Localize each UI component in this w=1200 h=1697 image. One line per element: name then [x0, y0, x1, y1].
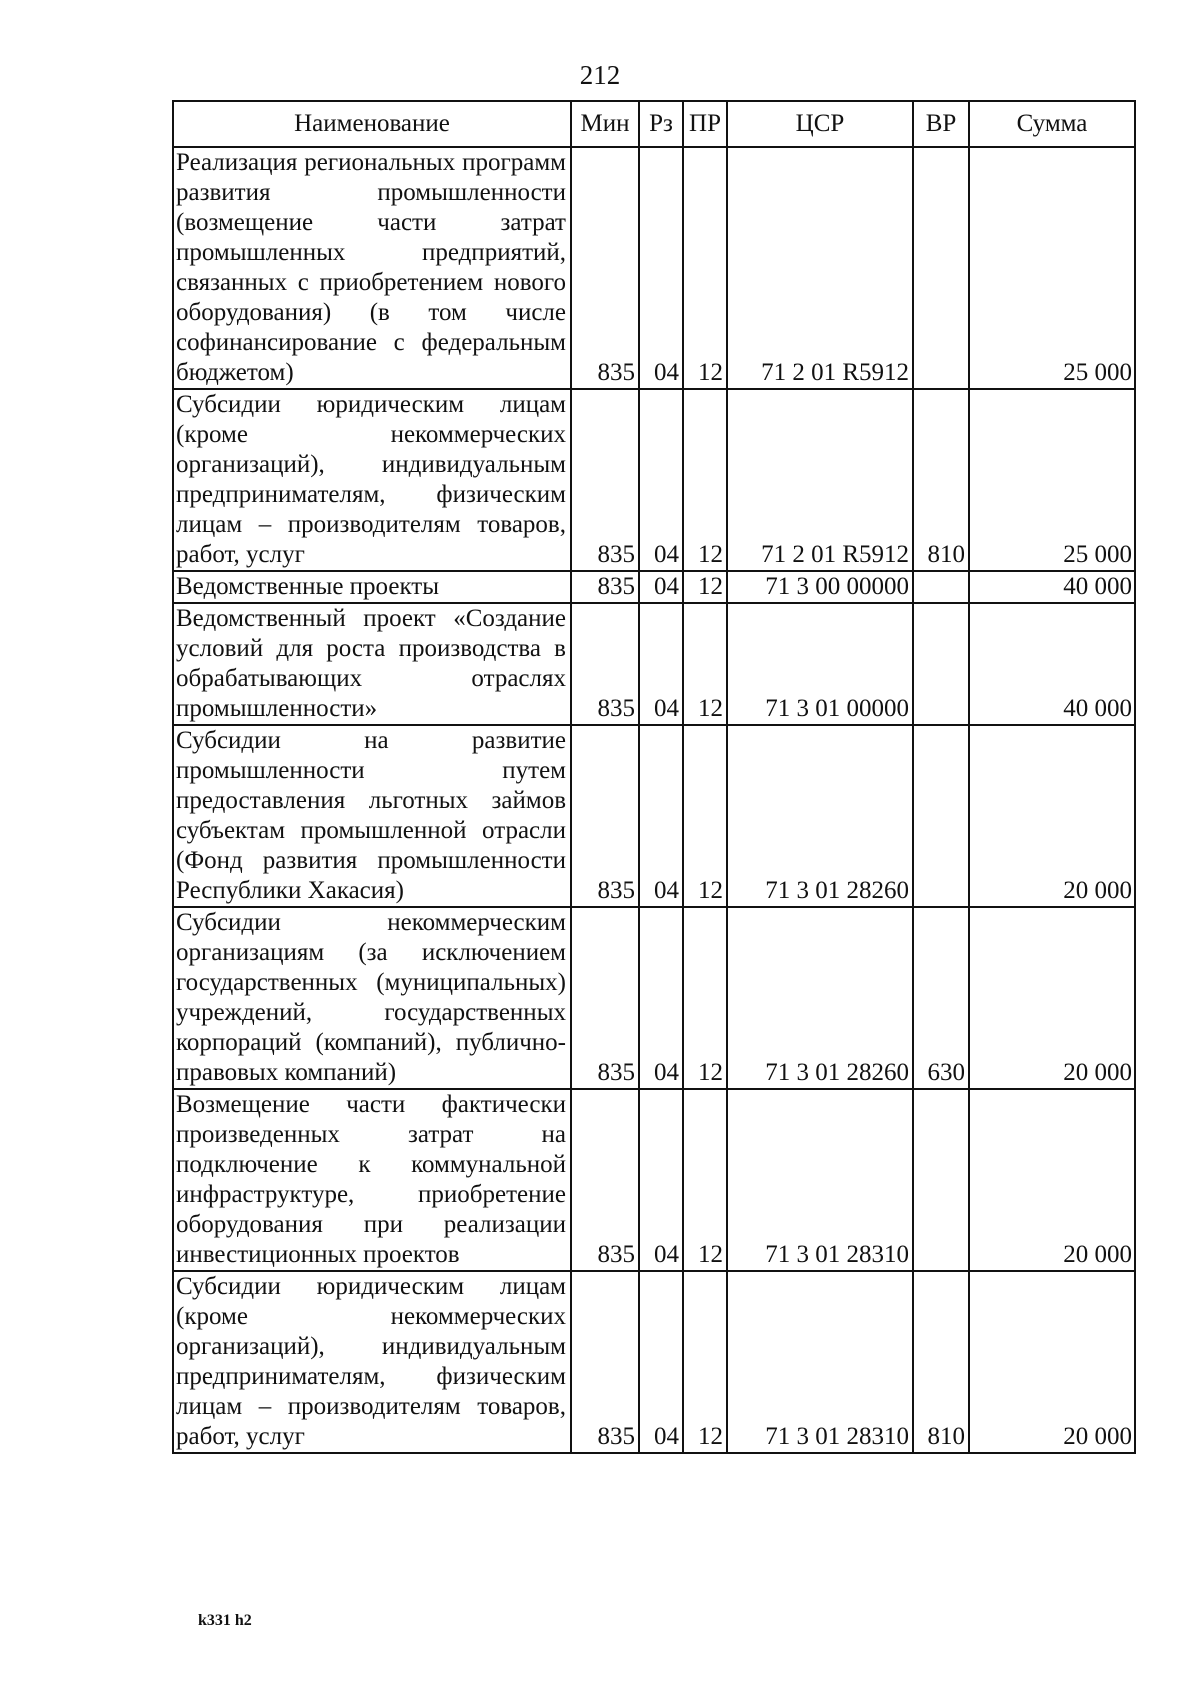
row-csr: 71 3 01 28310	[727, 1089, 913, 1271]
row-pr: 12	[683, 147, 727, 389]
table-row	[173, 571, 1135, 603]
row-rz: 04	[639, 1271, 683, 1453]
row-name: Субсидии юридическим лицам (кроме некоммерческих организаций), индивидуальным предпринимателям, физическим лицам – производителям товаров, работ, услуг	[173, 389, 571, 571]
row-rz: 04	[639, 907, 683, 1089]
row-sum: 25 000	[969, 147, 1135, 389]
row-sum: 40 000	[969, 603, 1135, 725]
header-min: Мин	[571, 101, 639, 147]
header-sum: Сумма	[969, 101, 1135, 147]
row-min: 835	[571, 1089, 639, 1271]
table-row	[173, 147, 1135, 389]
row-sum: 20 000	[969, 1271, 1135, 1453]
row-min: 835	[571, 147, 639, 389]
row-pr: 12	[683, 1271, 727, 1453]
row-csr: 71 3 01 28310	[727, 1271, 913, 1453]
row-name: Ведомственный проект «Создание условий для роста производства в обрабатывающих отраслях промышленности»	[173, 603, 571, 725]
row-csr: 71 3 00 00000	[727, 571, 913, 603]
table-header-row	[173, 101, 1135, 147]
table-row	[173, 1089, 1135, 1271]
table-row	[173, 907, 1135, 1089]
table-row	[173, 389, 1135, 571]
header-csr: ЦСР	[727, 101, 913, 147]
row-sum: 40 000	[969, 571, 1135, 603]
row-csr: 71 3 01 00000	[727, 603, 913, 725]
row-vr	[913, 603, 969, 725]
row-min: 835	[571, 603, 639, 725]
row-name: Субсидии некоммерческим организациям (за исключением государственных (муниципальных) учреждений, государственных корпораций (компаний), публично-правовых компаний)	[173, 907, 571, 1089]
row-min: 835	[571, 725, 639, 907]
row-rz: 04	[639, 147, 683, 389]
header-name: Наименование	[173, 101, 571, 147]
row-pr: 12	[683, 907, 727, 1089]
row-pr: 12	[683, 389, 727, 571]
row-pr: 12	[683, 603, 727, 725]
row-min: 835	[571, 907, 639, 1089]
row-name: Ведомственные проекты	[173, 571, 571, 603]
row-sum: 20 000	[969, 1089, 1135, 1271]
row-vr	[913, 147, 969, 389]
budget-table	[172, 100, 1136, 1454]
row-name: Субсидии юридическим лицам (кроме некоммерческих организаций), индивидуальным предпринимателям, физическим лицам – производителям товаров, работ, услуг	[173, 1271, 571, 1453]
row-min: 835	[571, 571, 639, 603]
row-name: Субсидии на развитие промышленности путем предоставления льготных займов субъектам промышленной отрасли (Фонд развития промышленности Республики Хакасия)	[173, 725, 571, 907]
row-csr: 71 2 01 R5912	[727, 389, 913, 571]
table-row	[173, 725, 1135, 907]
row-sum: 20 000	[969, 907, 1135, 1089]
row-rz: 04	[639, 389, 683, 571]
row-pr: 12	[683, 571, 727, 603]
row-min: 835	[571, 389, 639, 571]
row-vr: 810	[913, 389, 969, 571]
row-min: 835	[571, 1271, 639, 1453]
row-sum: 20 000	[969, 725, 1135, 907]
row-name: Возмещение части фактически произведенных затрат на подключение к коммунальной инфраструктуре, приобретение оборудования при реализации инвестиционных проектов	[173, 1089, 571, 1271]
row-vr	[913, 725, 969, 907]
row-csr: 71 2 01 R5912	[727, 147, 913, 389]
row-rz: 04	[639, 725, 683, 907]
row-rz: 04	[639, 603, 683, 725]
row-rz: 04	[639, 571, 683, 603]
table-row	[173, 603, 1135, 725]
row-pr: 12	[683, 725, 727, 907]
row-pr: 12	[683, 1089, 727, 1271]
footer-code: k331 h2	[198, 1612, 252, 1629]
row-rz: 04	[639, 1089, 683, 1271]
header-pr: ПР	[683, 101, 727, 147]
row-csr: 71 3 01 28260	[727, 725, 913, 907]
table-row	[173, 1271, 1135, 1453]
row-vr: 630	[913, 907, 969, 1089]
row-csr: 71 3 01 28260	[727, 907, 913, 1089]
row-vr: 810	[913, 1271, 969, 1453]
row-name: Реализация региональных программ развития промышленности (возмещение части затрат промышленных предприятий, связанных с приобретением нового оборудования) (в том числе софинансирование с федеральным бюджетом)	[173, 147, 571, 389]
header-rz: Рз	[639, 101, 683, 147]
row-vr	[913, 1089, 969, 1271]
page-number: 212	[579, 60, 621, 90]
row-vr	[913, 571, 969, 603]
header-vr: ВР	[913, 101, 969, 147]
row-sum: 25 000	[969, 389, 1135, 571]
